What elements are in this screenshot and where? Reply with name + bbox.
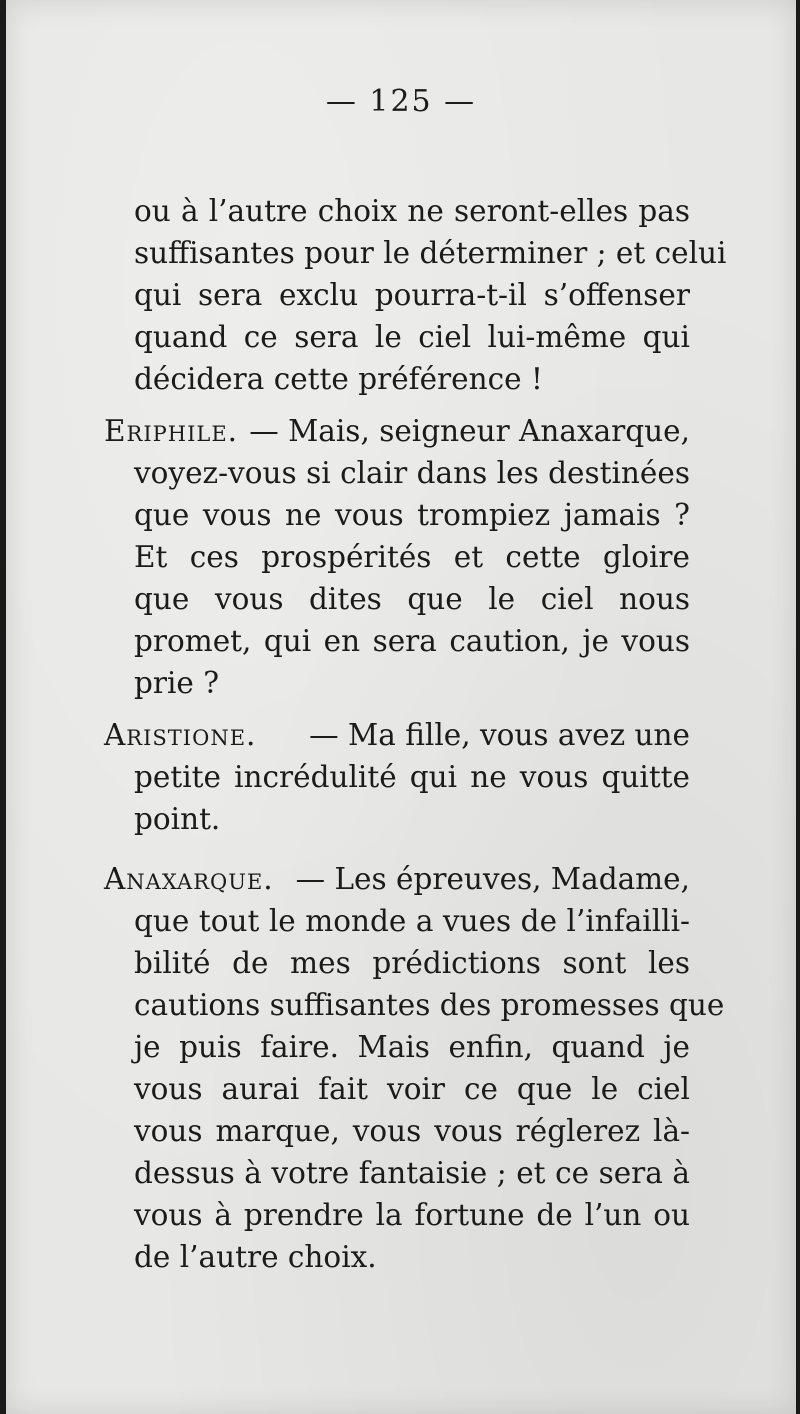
page-number: — 125 — xyxy=(325,84,477,119)
text-line: que vous dites que le ciel nous xyxy=(134,582,690,616)
text-line: vous à prendre la fortune de l’un ou xyxy=(134,1198,690,1232)
speech-first-line xyxy=(104,410,690,452)
text-line: cautions suffisantes des promesses que xyxy=(134,988,725,1022)
speech-first-line xyxy=(104,858,690,900)
text-line: que vous ne vous trompiez jamais ? xyxy=(134,498,690,532)
text-line: dessus à votre fantaisie ; et ce sera à xyxy=(134,1156,690,1190)
book-page xyxy=(6,0,796,1414)
text-line: ou à l’autre choix ne seront-elles pas xyxy=(134,194,690,228)
text-line: — Ma fille, vous avez une xyxy=(309,718,690,752)
text-line: quand ce sera le ciel lui-même qui xyxy=(134,320,690,354)
speaker-name: Eriphile. xyxy=(104,414,239,448)
text-line: qui sera exclu pourra-t-il s’offenser xyxy=(134,278,690,312)
text-line: bilité de mes prédictions sont les xyxy=(134,946,690,980)
text-line: vous marque, vous vous réglerez là- xyxy=(134,1114,690,1148)
text-line: — Mais, seigneur Anaxarque, xyxy=(249,414,690,448)
text-line: — Les épreuves, Madame, xyxy=(295,862,690,896)
text-line: voyez-vous si clair dans les destinées xyxy=(134,456,690,490)
text-line: vous aurai fait voir ce que le ciel xyxy=(134,1072,690,1106)
speaker-name: Aristione. xyxy=(104,718,257,752)
text-line: de l’autre choix. xyxy=(134,1240,377,1274)
text-line: que tout le monde a vues de l’infailli- xyxy=(134,904,690,938)
text-line: je puis faire. Mais enfin, quand je xyxy=(134,1030,690,1064)
text-line: décidera cette préférence ! xyxy=(134,362,543,396)
text-line: Et ces prospérités et cette gloire xyxy=(134,540,690,574)
text-line: petite incrédulité qui ne vous quitte xyxy=(134,760,690,794)
text-line: point. xyxy=(134,802,221,836)
text-line: promet, qui en sera caution, je vous xyxy=(134,624,690,658)
speaker-name: Anaxarque. xyxy=(104,862,274,896)
speech-first-line xyxy=(104,714,690,756)
text-line: suffisantes pour le déterminer ; et celui xyxy=(134,236,727,270)
text-line: prie ? xyxy=(134,666,220,700)
